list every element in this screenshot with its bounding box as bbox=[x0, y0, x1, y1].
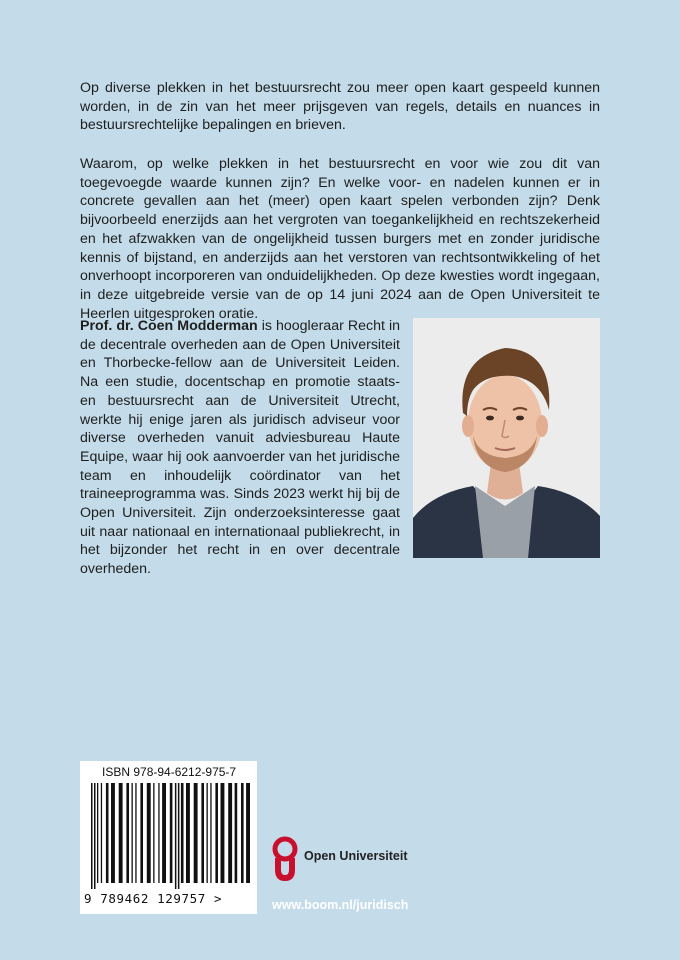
author-bio-text: is hoogleraar Recht in de decentrale overheden aan de Open Universiteit en Thorbecke-fellow aan de Universiteit Leiden. Na een studie, docentschap en promotie staats- en bestuursrecht aan de Universiteit Utrecht, werkte hij enige jaren als juridisch adviseur voor diverse overheden vanuit adviesbureau Haute Equipe, waar hij ook aanvoerder van het juridische team en inhoudelijk coördinator van het traineeprogramma was. Sinds 2023 werkt hij bij de Open Universiteit. Zijn onderzoeksinteresse gaat uit naar nationaal en internationaal publiekrecht, in het bijzonder het recht in en over decentrale overheden. bbox=[80, 318, 401, 578]
barcode-bar bbox=[194, 783, 198, 883]
barcode-bar bbox=[162, 783, 166, 883]
barcode-bar bbox=[132, 783, 133, 883]
barcode-bar bbox=[153, 783, 154, 883]
author-bio bbox=[80, 317, 400, 579]
publisher-name: Open Universiteit bbox=[304, 849, 408, 863]
barcode-bar bbox=[178, 783, 180, 889]
barcode-bar bbox=[111, 783, 115, 883]
intro-paragraph-1: Op diverse plekken in het bestuursrecht zou meer open kaart gespeeld kunnen worden, in de zin van het meer prijsgeven van regels, details en nuances in bestuursrechtelijke bepalingen en brieven. bbox=[80, 80, 600, 134]
barcode-bar bbox=[246, 783, 250, 883]
author-name: Prof. dr. Coen Modderman bbox=[80, 318, 258, 334]
intro-paragraph-2: Waarom, op welke plekken in het bestuursrecht en voor wie zou dit van toegevoegde waarde kunnen zijn? En welke voor- en nadelen kunnen er in concrete gevallen aan het (meer) open kaart spelen verbonden zijn? Denk bijvoorbeeld enerzijds aan het vergroten van toegankelijkheid en rechtszekerheid en het afzwakken van de ongelijkheid tussen burgers met en zonder juridische kennis of bijstand, en anderzijds aan het verstoren van rechtsontwikkeling of het onverhoopt incorporeren van onduidelijkheden. Op deze kwesties wordt ingegaan, in deze uitgebreide versie van de op 14 juni 2024 aan de Open Universiteit te Heerlen uitgesproken oratie. bbox=[80, 156, 600, 322]
barcode-bar bbox=[215, 783, 218, 883]
barcode-bar bbox=[235, 783, 238, 883]
barcode-bar bbox=[135, 783, 136, 883]
author-photo bbox=[413, 318, 600, 558]
barcode-bar bbox=[147, 783, 151, 883]
barcode-bar bbox=[186, 783, 190, 883]
barcode-bar bbox=[126, 783, 129, 883]
barcode-bar bbox=[181, 783, 184, 883]
barcode-bar bbox=[210, 783, 211, 883]
open-universiteit-logo-icon bbox=[272, 836, 298, 884]
barcode-bar bbox=[91, 783, 93, 889]
publisher-website: www.boom.nl/juridisch bbox=[272, 898, 409, 912]
barcode-bar bbox=[106, 783, 109, 883]
isbn-label: ISBN 978-94-6212-975-7 bbox=[102, 765, 237, 779]
barcode-bar bbox=[175, 783, 177, 889]
isbn-digits: 9 789462 129757 > bbox=[84, 891, 223, 906]
barcode-bar bbox=[140, 783, 143, 883]
barcode-bar bbox=[207, 783, 208, 883]
barcode-bar bbox=[228, 783, 232, 883]
barcode-bar bbox=[201, 783, 204, 883]
barcode-bars bbox=[87, 783, 250, 889]
barcode-bar bbox=[119, 783, 123, 883]
barcode-bar bbox=[94, 783, 96, 889]
barcode-bar bbox=[170, 783, 173, 883]
barcode-bar bbox=[97, 783, 98, 883]
barcode-bar bbox=[221, 783, 225, 883]
barcode-bar bbox=[158, 783, 159, 883]
isbn-barcode bbox=[80, 761, 257, 914]
barcode-bar bbox=[241, 783, 244, 883]
barcode-bar bbox=[101, 783, 102, 883]
